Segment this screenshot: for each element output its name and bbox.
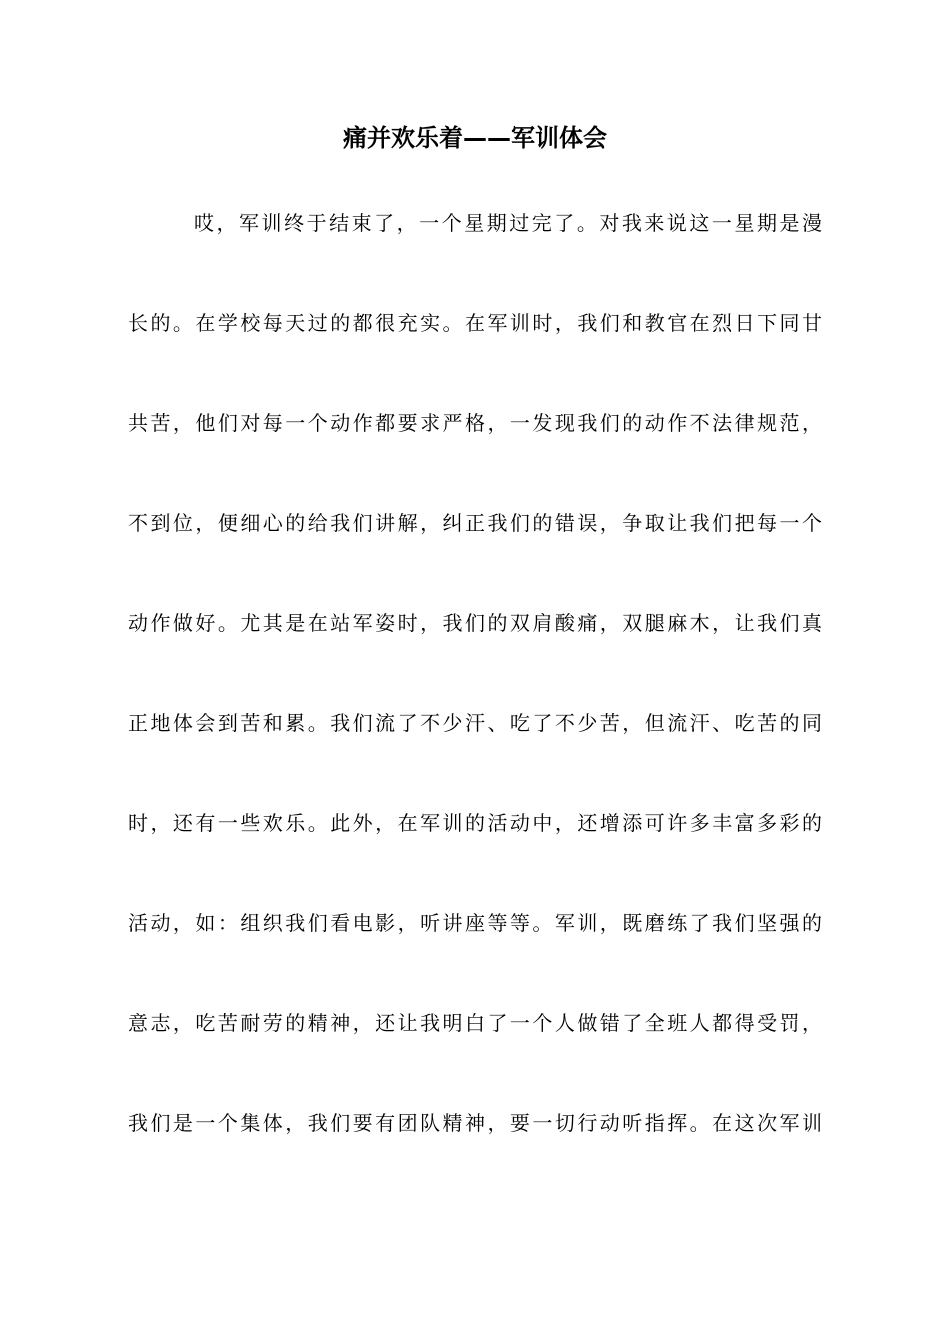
text-line: 正地体会到苦和累。我们流了不少汗、吃了不少苦，但流汗、吃苦的同 [128,711,822,735]
body-paragraph [128,201,822,1201]
text-line: 时，还有一些欢乐。此外，在军训的活动中，还增添可许多丰富多彩的 [128,811,822,835]
text-line: 不到位，便细心的给我们讲解，纠正我们的错误，争取让我们把每一个 [128,511,822,535]
text-line: 共苦，他们对每一个动作都要求严格，一发现我们的动作不法律规范， [128,411,822,435]
text-line: 长的。在学校每天过的都很充实。在军训时，我们和教官在烈日下同甘 [128,311,822,335]
text-line: 活动，如：组织我们看电影，听讲座等等。军训，既磨练了我们坚强的 [128,911,822,935]
text-line: 我们是一个集体，我们要有团队精神，要一切行动听指挥。在这次军训 [128,1111,822,1135]
document-title: 痛并欢乐着——军训体会 [343,124,607,152]
text-line: 动作做好。尤其是在站军姿时，我们的双肩酸痛，双腿麻木，让我们真 [128,611,822,635]
text-line: 意志，吃苦耐劳的精神，还让我明白了一个人做错了全班人都得受罚， [128,1011,822,1035]
text-line: 哎，军训终于结束了，一个星期过完了。对我来说这一星期是漫 [194,211,822,235]
